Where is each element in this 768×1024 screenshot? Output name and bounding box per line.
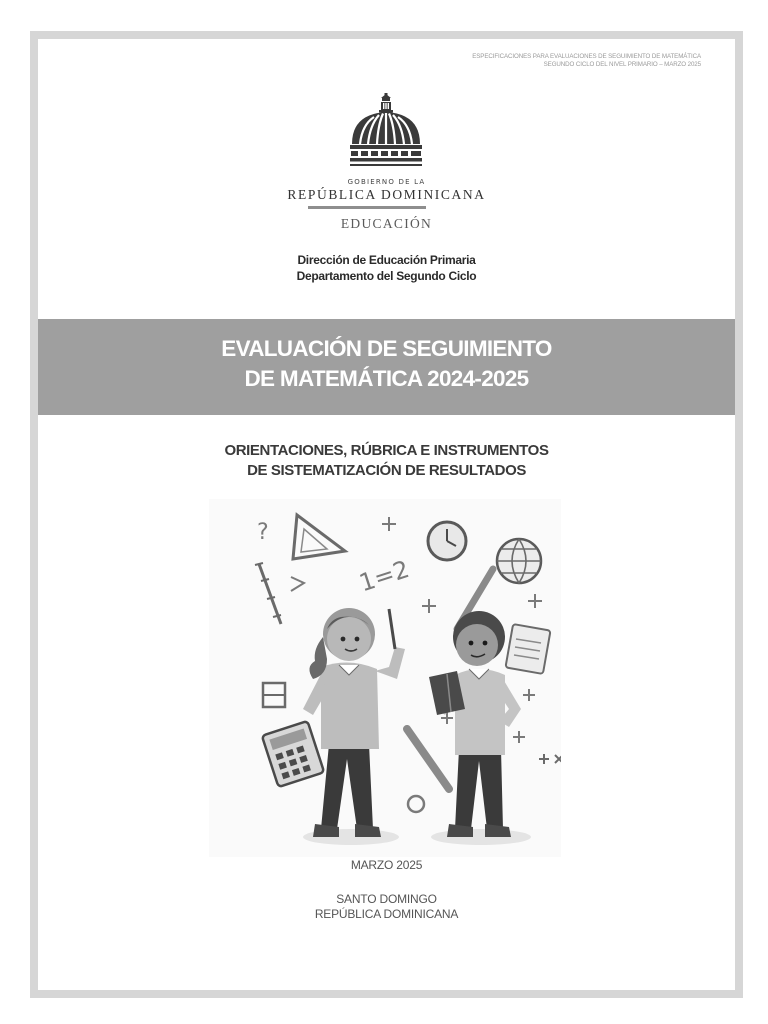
capitol-dome-logo-icon xyxy=(348,92,424,172)
department-block xyxy=(38,252,735,284)
running-head-line-2: SEGUNDO CICLO DEL NIVEL PRIMARIO – MARZO 2025 xyxy=(543,61,701,68)
title-line-2: DE MATEMÁTICA 2024-2025 xyxy=(244,366,529,391)
subtitle-line-1: ORIENTACIONES, RÚBRICA E INSTRUMENTOS xyxy=(224,442,549,459)
document-title xyxy=(38,334,735,394)
question-mark-icon: ? xyxy=(257,520,269,545)
document-subtitle xyxy=(38,441,735,481)
country-label: REPÚBLICA DOMINICANA xyxy=(287,187,486,202)
ministry-label: EDUCACIÓN xyxy=(340,216,433,231)
students-math-illustration-icon xyxy=(209,499,561,857)
cover-page xyxy=(30,31,743,998)
subtitle-line-2: DE SISTEMATIZACIÓN DE RESULTADOS xyxy=(247,462,526,479)
logo-divider xyxy=(308,206,426,209)
publication-place xyxy=(38,892,735,922)
running-head xyxy=(472,53,701,69)
government-label: GOBIERNO DE LA xyxy=(347,178,426,186)
city-label: SANTO DOMINGO xyxy=(336,892,437,906)
title-line-1: EVALUACIÓN DE SEGUIMIENTO xyxy=(221,336,552,361)
department-line-1: Dirección de Educación Primaria xyxy=(297,253,476,267)
department-line-2: Departamento del Segundo Ciclo xyxy=(296,269,477,283)
running-head-line-1: ESPECIFICACIONES PARA EVALUACIONES DE SEGUIMIENTO DE MATEMÁTICA xyxy=(472,53,701,60)
equation-label: 1=2 xyxy=(355,555,413,598)
publication-date: MARZO 2025 xyxy=(350,858,423,872)
title-band xyxy=(38,319,735,415)
country-footer-label: REPÚBLICA DOMINICANA xyxy=(314,907,459,921)
